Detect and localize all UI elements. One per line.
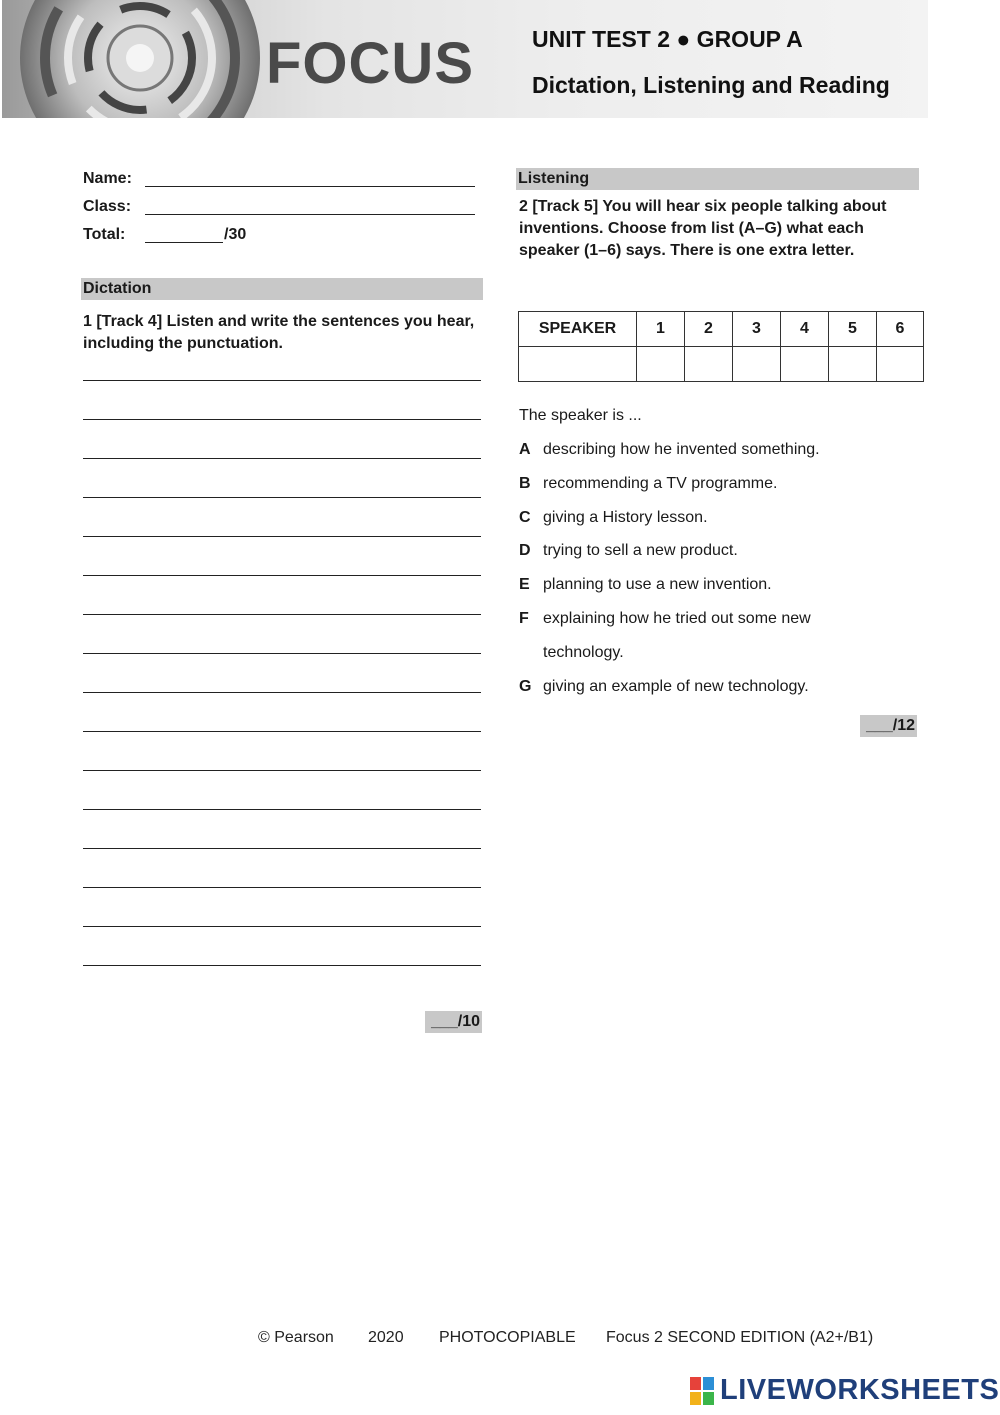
footer-photocopiable: PHOTOCOPIABLE bbox=[439, 1329, 576, 1346]
total-label: Total: bbox=[83, 226, 126, 243]
answer-row bbox=[519, 347, 924, 382]
speaker-number-cell: 4 bbox=[781, 312, 829, 347]
dictation-writing-line[interactable] bbox=[83, 575, 481, 576]
speaker-number-cell: 6 bbox=[877, 312, 924, 347]
lens-graphic bbox=[2, 0, 262, 118]
speaker-answer-table bbox=[518, 311, 924, 382]
answer-cell[interactable] bbox=[685, 347, 733, 382]
dictation-writing-line[interactable] bbox=[83, 419, 481, 420]
table-header-row bbox=[519, 312, 924, 347]
dictation-writing-line[interactable] bbox=[83, 809, 481, 810]
option-letter: G bbox=[519, 678, 532, 695]
answer-label-cell bbox=[519, 347, 637, 382]
dictation-instruction-1: 1 [Track 4] Listen and write the sentences you hear, bbox=[83, 313, 475, 330]
speaker-number-cell: 1 bbox=[637, 312, 685, 347]
options-lead: The speaker is ... bbox=[519, 407, 642, 424]
speaker-number-cell: 3 bbox=[733, 312, 781, 347]
footer-year: 2020 bbox=[368, 1329, 404, 1346]
answer-cell[interactable] bbox=[829, 347, 877, 382]
dictation-writing-line[interactable] bbox=[83, 536, 481, 537]
total-max: /30 bbox=[224, 226, 247, 243]
option-letter: C bbox=[519, 509, 531, 526]
option-letter: E bbox=[519, 576, 530, 593]
dictation-writing-line[interactable] bbox=[83, 731, 481, 732]
dictation-writing-line[interactable] bbox=[83, 614, 481, 615]
option-letter: A bbox=[519, 441, 531, 458]
dictation-instruction-2: including the punctuation. bbox=[83, 335, 283, 352]
option-text-continued: technology. bbox=[543, 644, 624, 661]
dictation-writing-line[interactable] bbox=[83, 653, 481, 654]
option-letter: F bbox=[519, 610, 529, 627]
option-text: describing how he invented something. bbox=[543, 441, 820, 458]
listening-score[interactable]: ___/12 bbox=[860, 715, 917, 737]
dictation-writing-line[interactable] bbox=[83, 926, 481, 927]
listening-instruction-2: inventions. Choose from list (A–G) what each bbox=[519, 220, 864, 237]
option-text: recommending a TV programme. bbox=[543, 475, 778, 492]
option-letter: D bbox=[519, 542, 531, 559]
speaker-number-cell: 5 bbox=[829, 312, 877, 347]
liveworksheets-text: LIVEWORKSHEETS bbox=[720, 1374, 1000, 1406]
option-text: giving an example of new technology. bbox=[543, 678, 809, 695]
unit-title: UNIT TEST 2 ● GROUP A bbox=[532, 26, 803, 52]
dictation-writing-line[interactable] bbox=[83, 965, 481, 966]
class-label: Class: bbox=[83, 198, 132, 215]
listening-instruction-1: 2 [Track 5] You will hear six people talking about bbox=[519, 198, 887, 215]
option-text: giving a History lesson. bbox=[543, 509, 708, 526]
liveworksheets-logo-icon bbox=[690, 1377, 716, 1407]
dictation-writing-line[interactable] bbox=[83, 770, 481, 771]
listening-heading: Listening bbox=[516, 168, 919, 190]
speaker-header-cell: SPEAKER bbox=[519, 312, 637, 347]
option-text: explaining how he tried out some new bbox=[543, 610, 811, 627]
dictation-writing-line[interactable] bbox=[83, 497, 481, 498]
name-label: Name: bbox=[83, 170, 132, 187]
answer-cell[interactable] bbox=[877, 347, 924, 382]
dictation-heading: Dictation bbox=[81, 278, 483, 300]
test-subtitle: Dictation, Listening and Reading bbox=[532, 72, 890, 98]
answer-cell[interactable] bbox=[637, 347, 685, 382]
class-field[interactable] bbox=[145, 214, 475, 215]
name-field[interactable] bbox=[145, 186, 475, 187]
listening-instruction-3: speaker (1–6) says. There is one extra letter. bbox=[519, 242, 855, 259]
option-letter: B bbox=[519, 475, 531, 492]
footer-edition: Focus 2 SECOND EDITION (A2+/B1) bbox=[606, 1329, 874, 1346]
dictation-writing-line[interactable] bbox=[83, 887, 481, 888]
dictation-writing-line[interactable] bbox=[83, 380, 481, 381]
speaker-number-cell: 2 bbox=[685, 312, 733, 347]
dictation-score[interactable]: ___/10 bbox=[425, 1011, 482, 1033]
dictation-writing-line[interactable] bbox=[83, 692, 481, 693]
dictation-writing-line[interactable] bbox=[83, 848, 481, 849]
option-text: trying to sell a new product. bbox=[543, 542, 738, 559]
answer-cell[interactable] bbox=[781, 347, 829, 382]
option-text: planning to use a new invention. bbox=[543, 576, 772, 593]
footer-copyright: © Pearson bbox=[258, 1329, 334, 1346]
answer-cell[interactable] bbox=[733, 347, 781, 382]
dictation-writing-line[interactable] bbox=[83, 458, 481, 459]
focus-logo: FOCUS bbox=[266, 31, 474, 96]
total-field[interactable] bbox=[145, 242, 223, 243]
